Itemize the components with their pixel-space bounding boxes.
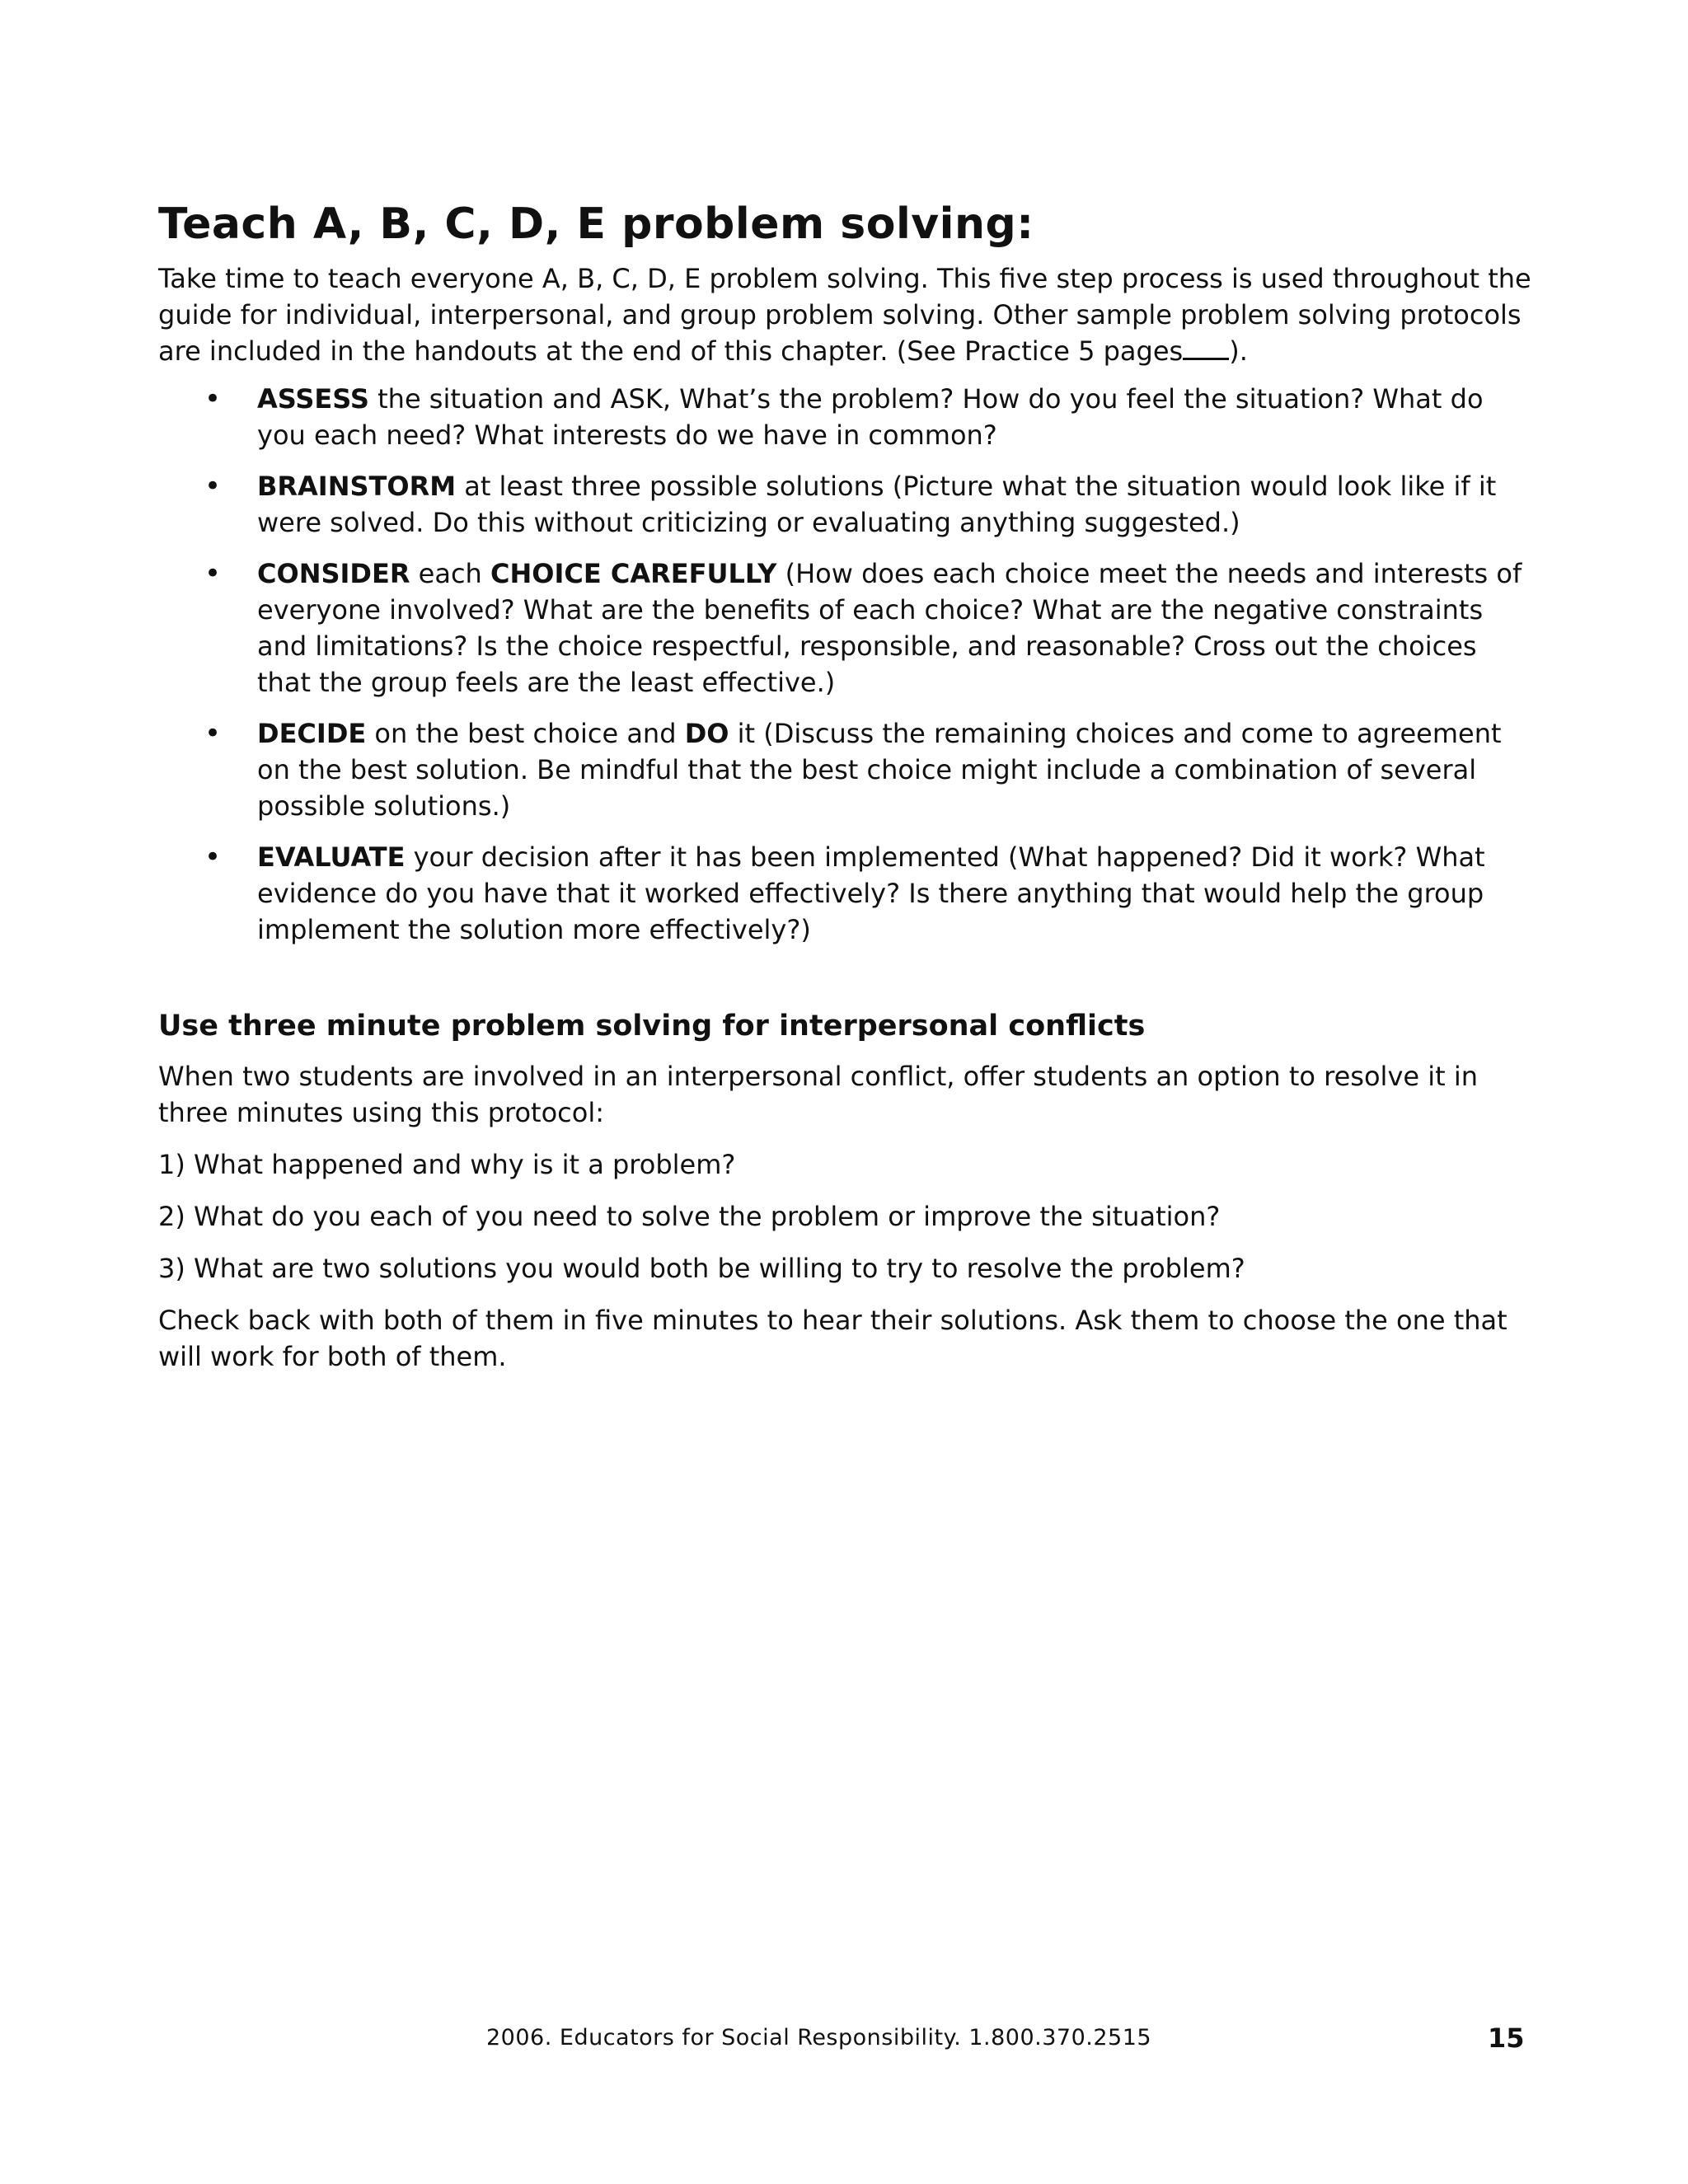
step-text: your decision after it has been implemented (What happened? Did it work? What evidence do you have that it worked effectively? Is there anything that would help the group implement the solution more effectively?)	[257, 841, 1485, 945]
step-keyword: BRAINSTORM	[257, 471, 457, 502]
page-number: 15	[1488, 2022, 1525, 2054]
protocol-question-3: 3) What are two solutions you would both be willing to try to resolve the problem?	[158, 1253, 1245, 1284]
fill-in-blank	[1183, 336, 1229, 360]
step-connector: on the best choice and	[366, 718, 685, 749]
step-keyword-secondary: DO	[684, 718, 729, 749]
bullet-icon: •	[204, 382, 222, 415]
list-item-assess	[158, 381, 1535, 453]
list-item-evaluate	[158, 839, 1535, 948]
protocol-question-2: 2) What do you each of you need to solve the problem or improve the situation?	[158, 1201, 1221, 1232]
bullet-icon: •	[204, 841, 222, 874]
step-keyword: DECIDE	[257, 718, 367, 749]
section-heading: Use three minute problem solving for interpersonal conflicts	[158, 1010, 1146, 1043]
page-heading: Teach A, B, C, D, E problem solving:	[158, 199, 1034, 249]
closing-paragraph: Check back with both of them in five minutes to hear their solutions. Ask them to choose the one that will work for both of them.	[158, 1305, 1507, 1372]
step-keyword: EVALUATE	[257, 841, 406, 873]
bullet-icon: •	[204, 717, 222, 750]
step-text: it (Discuss the remaining choices and come to agreement on the best solution. Be mindful that the best choice might include a combination of several possible solutions.)	[257, 718, 1502, 822]
step-keyword: CONSIDER	[257, 558, 410, 589]
intro-text: Take time to teach everyone A, B, C, D, E problem solving. This five step process is used throughout the guide for individual, interpersonal, and group problem solving. Other sample problem solving protocols are included in the handouts at the end of this chapter. (See Practice 5 pages	[158, 263, 1531, 367]
step-text: the situation and ASK, What’s the problem? How do you feel the situation? What do you each need? What interests do we have in common?	[257, 383, 1484, 451]
step-text: (How does each choice meet the needs and interests of everyone involved? What are the benefits of each choice? What are the negative constraints and limitations? Is the choice respectful, responsible, and reasonable? Cross out the choices that the group feels are the least effective.)	[257, 558, 1522, 698]
bullet-icon: •	[204, 557, 222, 590]
step-connector: each	[410, 558, 490, 589]
step-keyword-secondary: CHOICE CAREFULLY	[490, 558, 777, 589]
section-intro: When two students are involved in an interpersonal conflict, offer students an option to resolve it in three minutes using this protocol:	[158, 1061, 1479, 1128]
list-item-decide	[158, 715, 1535, 824]
step-keyword: ASSESS	[257, 383, 369, 415]
intro-text-end: ).	[1229, 335, 1248, 367]
list-item-brainstorm	[158, 468, 1535, 541]
intro-paragraph	[158, 260, 1535, 369]
page-footer	[0, 2023, 1688, 2056]
abcde-steps-list	[158, 381, 1535, 948]
bullet-icon: •	[204, 470, 222, 503]
step-text: at least three possible solutions (Picture what the situation would look like if it were solved. Do this without criticizing or evaluating anything suggested.)	[257, 471, 1497, 538]
protocol-question-1: 1) What happened and why is it a problem?	[158, 1149, 736, 1180]
page-content	[158, 194, 1535, 1390]
footer-credit: 2006. Educators for Social Responsibility. 1.800.370.2515	[486, 2025, 1152, 2050]
list-item-consider	[158, 555, 1535, 701]
three-minute-section	[158, 1005, 1535, 1375]
